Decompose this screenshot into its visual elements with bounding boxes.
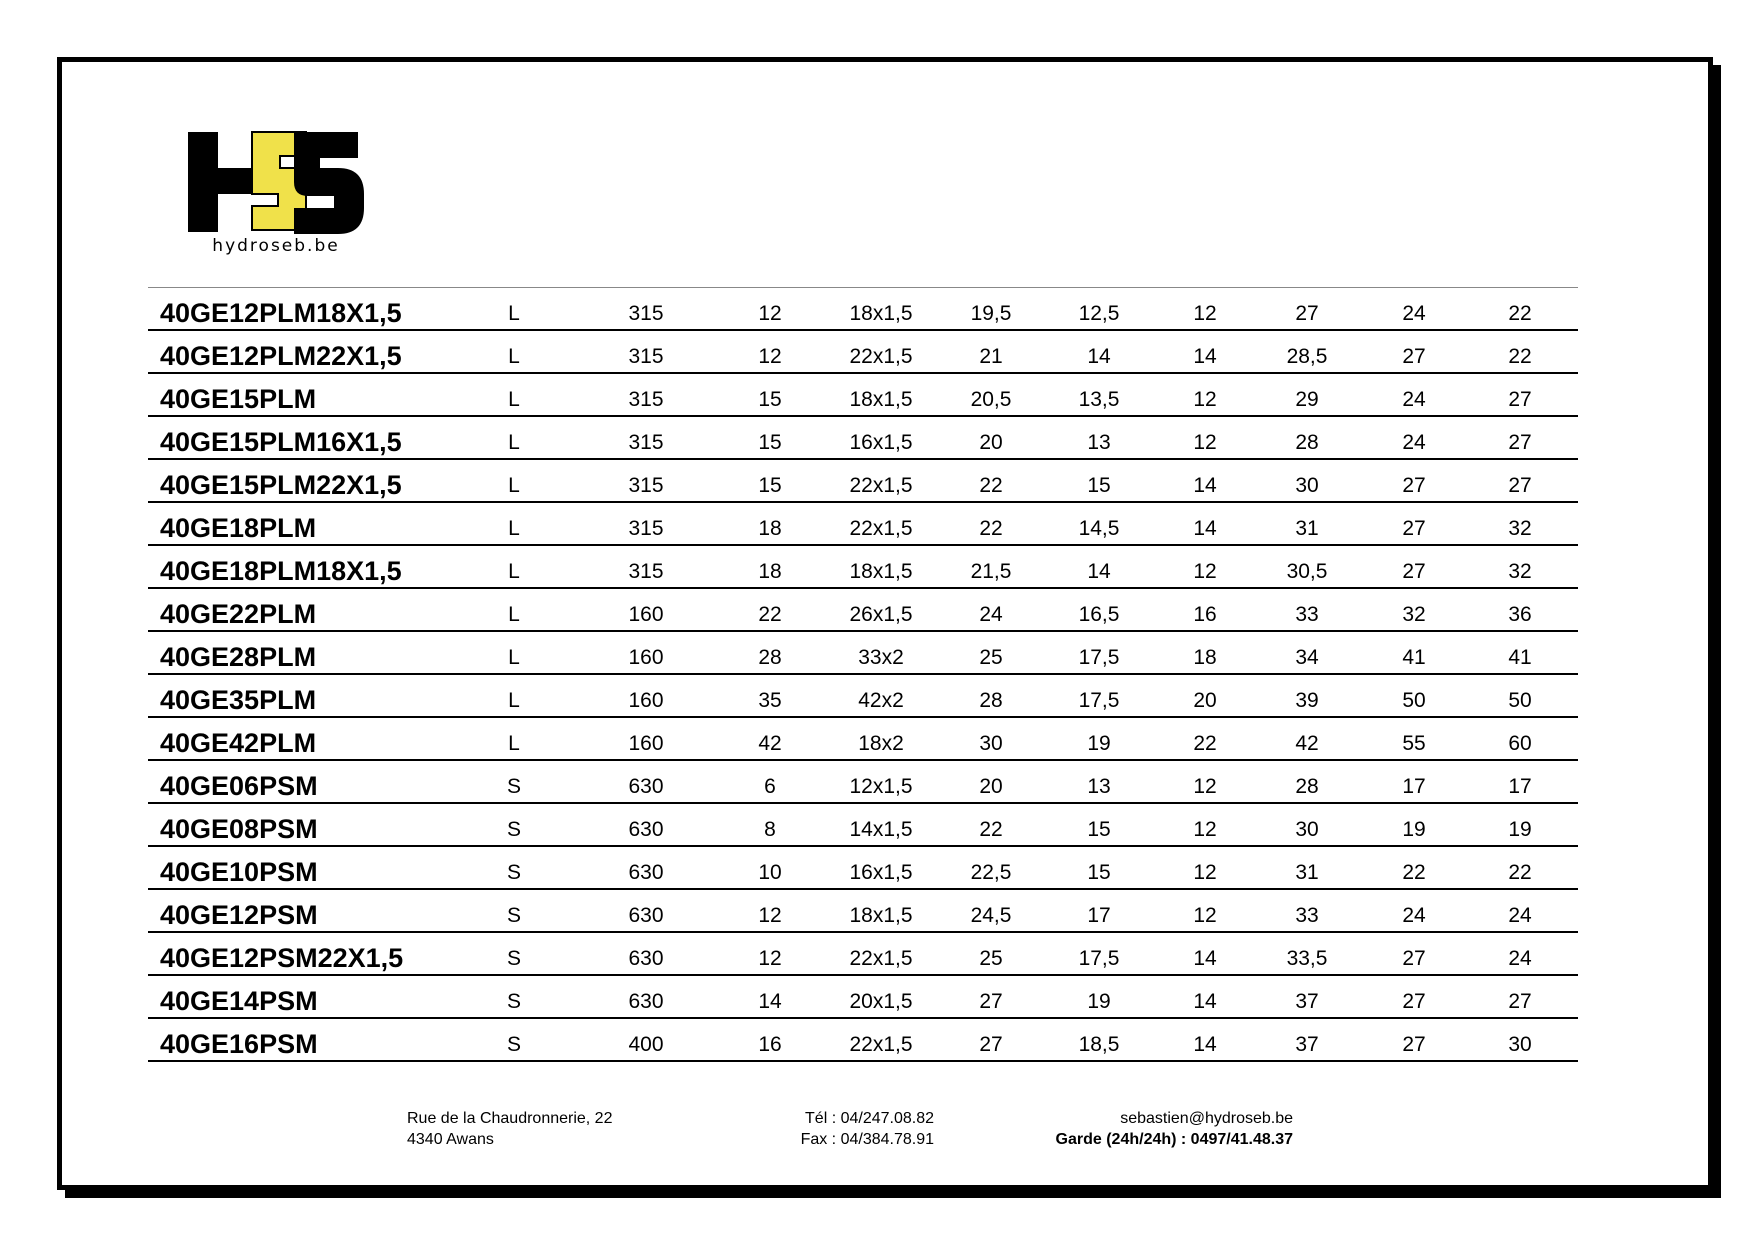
- cell-v4: 20: [979, 431, 1003, 454]
- cell-v1: 160: [628, 646, 664, 669]
- cell-v5: 15: [1087, 861, 1111, 884]
- cell-v5: 13,5: [1078, 388, 1120, 411]
- cell-v5: 14,5: [1078, 517, 1120, 540]
- cell-v7: 28: [1295, 431, 1319, 454]
- table-row: [148, 634, 1578, 675]
- cell-v1: 630: [628, 818, 664, 841]
- cell-v6: 20: [1193, 689, 1217, 712]
- cell-v5: 15: [1087, 474, 1111, 497]
- cell-series: S: [506, 1033, 522, 1056]
- footer-address: [407, 1108, 612, 1150]
- cell-v8: 32: [1402, 603, 1426, 626]
- cell-v6: 12: [1193, 818, 1217, 841]
- table-row: [148, 978, 1578, 1019]
- cell-v8: 27: [1402, 1033, 1426, 1056]
- cell-v7: 30: [1295, 474, 1319, 497]
- phone-number: Tél : 04/247.08.82: [805, 1110, 934, 1127]
- cell-v5: 16,5: [1078, 603, 1120, 626]
- cell-v5: 15: [1087, 818, 1111, 841]
- table-row: [148, 290, 1578, 331]
- product-table: [148, 290, 1578, 1064]
- cell-v1: 160: [628, 603, 664, 626]
- cell-v4: 20: [979, 775, 1003, 798]
- cell-v9: 32: [1508, 560, 1532, 583]
- cell-series: S: [506, 775, 522, 798]
- cell-v2: 18: [758, 560, 782, 583]
- cell-v6: 12: [1193, 775, 1217, 798]
- product-code: 40GE15PLM22X1,5: [160, 470, 402, 500]
- cell-v6: 14: [1193, 517, 1217, 540]
- cell-series: L: [508, 517, 520, 540]
- cell-series: L: [508, 431, 520, 454]
- cell-v8: 27: [1402, 474, 1426, 497]
- cell-v2: 12: [758, 904, 782, 927]
- cell-v7: 31: [1295, 861, 1319, 884]
- table-row: [148, 935, 1578, 976]
- cell-v7: 30,5: [1286, 560, 1328, 583]
- cell-v5: 14: [1087, 560, 1111, 583]
- cell-v8: 17: [1402, 775, 1426, 798]
- cell-v9: 27: [1508, 431, 1532, 454]
- cell-v2: 12: [758, 302, 782, 325]
- cell-v2: 15: [758, 474, 782, 497]
- cell-v9: 27: [1508, 990, 1532, 1013]
- product-code: 40GE15PLM16X1,5: [160, 427, 402, 457]
- cell-v6: 12: [1193, 388, 1217, 411]
- table-row: [148, 806, 1578, 847]
- cell-series: L: [508, 345, 520, 368]
- cell-v9: 24: [1508, 947, 1532, 970]
- cell-v5: 13: [1087, 431, 1111, 454]
- cell-v3: 12x1,5: [849, 775, 913, 798]
- table-row: [148, 548, 1578, 589]
- cell-v5: 19: [1087, 732, 1111, 755]
- cell-v4: 28: [979, 689, 1003, 712]
- cell-v3: 26x1,5: [849, 603, 913, 626]
- cell-v2: 12: [758, 947, 782, 970]
- cell-v3: 33x2: [858, 646, 904, 669]
- cell-v8: 24: [1402, 302, 1426, 325]
- cell-series: L: [508, 689, 520, 712]
- cell-v5: 13: [1087, 775, 1111, 798]
- table-row: [148, 419, 1578, 460]
- product-code: 40GE18PLM18X1,5: [160, 556, 402, 586]
- cell-v6: 12: [1193, 861, 1217, 884]
- cell-series: S: [506, 904, 522, 927]
- cell-v2: 14: [758, 990, 782, 1013]
- cell-v5: 17,5: [1078, 947, 1120, 970]
- cell-v5: 14: [1087, 345, 1111, 368]
- cell-v7: 34: [1295, 646, 1319, 669]
- cell-v7: 33,5: [1286, 947, 1328, 970]
- table-row: [148, 892, 1578, 933]
- cell-v1: 315: [628, 431, 664, 454]
- table-row: [148, 720, 1578, 761]
- cell-v3: 18x1,5: [849, 560, 913, 583]
- cell-v1: 630: [628, 990, 664, 1013]
- table-row: [148, 462, 1578, 503]
- cell-v3: 18x1,5: [849, 904, 913, 927]
- cell-v1: 160: [628, 732, 664, 755]
- cell-v8: 19: [1402, 818, 1426, 841]
- product-code: 40GE28PLM: [160, 642, 317, 672]
- cell-v3: 18x1,5: [849, 302, 913, 325]
- top-rule: [148, 287, 1578, 288]
- cell-v4: 27: [979, 990, 1003, 1013]
- cell-v4: 21,5: [970, 560, 1012, 583]
- cell-v6: 22: [1193, 732, 1217, 755]
- table-row: [148, 763, 1578, 804]
- product-code: 40GE12PSM22X1,5: [160, 943, 404, 973]
- fax-number: Fax : 04/384.78.91: [800, 1131, 934, 1148]
- cell-v8: 24: [1402, 431, 1426, 454]
- cell-v9: 60: [1508, 732, 1532, 755]
- cell-v9: 32: [1508, 517, 1532, 540]
- cell-v2: 35: [758, 689, 782, 712]
- cell-v6: 16: [1193, 603, 1217, 626]
- cell-v5: 17,5: [1078, 646, 1120, 669]
- cell-v3: 42x2: [858, 689, 904, 712]
- cell-v3: 22x1,5: [849, 947, 913, 970]
- cell-v9: 36: [1508, 603, 1532, 626]
- cell-series: L: [508, 560, 520, 583]
- address-line-2: 4340 Awans: [407, 1131, 494, 1148]
- cell-v3: 16x1,5: [849, 861, 913, 884]
- cell-v8: 55: [1402, 732, 1426, 755]
- product-code: 40GE42PLM: [160, 728, 317, 758]
- cell-v8: 22: [1402, 861, 1426, 884]
- hs-logo-mark-icon: [188, 130, 364, 236]
- cell-v4: 25: [979, 646, 1003, 669]
- cell-v8: 41: [1402, 646, 1426, 669]
- cell-v4: 27: [979, 1033, 1003, 1056]
- cell-v1: 315: [628, 517, 664, 540]
- footer-phone: [780, 1108, 934, 1150]
- cell-v3: 20x1,5: [849, 990, 913, 1013]
- table-row: [148, 376, 1578, 417]
- cell-v9: 17: [1508, 775, 1532, 798]
- cell-v9: 22: [1508, 345, 1532, 368]
- cell-v4: 24: [979, 603, 1003, 626]
- cell-v4: 22: [979, 474, 1003, 497]
- product-code: 40GE18PLM: [160, 513, 317, 543]
- cell-v1: 630: [628, 904, 664, 927]
- cell-v5: 17,5: [1078, 689, 1120, 712]
- cell-v4: 30: [979, 732, 1003, 755]
- cell-v1: 630: [628, 775, 664, 798]
- cell-v8: 27: [1402, 947, 1426, 970]
- cell-series: S: [506, 947, 522, 970]
- cell-v9: 41: [1508, 646, 1532, 669]
- cell-series: L: [508, 732, 520, 755]
- cell-v6: 14: [1193, 345, 1217, 368]
- cell-v9: 27: [1508, 474, 1532, 497]
- cell-v8: 24: [1402, 388, 1426, 411]
- cell-v7: 27: [1295, 302, 1319, 325]
- cell-v1: 315: [628, 560, 664, 583]
- cell-series: L: [508, 646, 520, 669]
- cell-v1: 315: [628, 302, 664, 325]
- email-address: sebastien@hydroseb.be: [1120, 1110, 1293, 1127]
- cell-v4: 24,5: [970, 904, 1012, 927]
- cell-v6: 12: [1193, 560, 1217, 583]
- product-code: 40GE12PSM: [160, 900, 318, 930]
- footer-contact: [995, 1108, 1293, 1150]
- cell-v9: 24: [1508, 904, 1532, 927]
- cell-v4: 22: [979, 517, 1003, 540]
- cell-v6: 12: [1193, 431, 1217, 454]
- cell-v6: 12: [1193, 904, 1217, 927]
- cell-v6: 14: [1193, 990, 1217, 1013]
- cell-v9: 22: [1508, 302, 1532, 325]
- emergency-number: Garde (24h/24h) : 0497/41.48.37: [1055, 1131, 1293, 1148]
- cell-v8: 27: [1402, 990, 1426, 1013]
- cell-v2: 28: [758, 646, 782, 669]
- product-code: 40GE08PSM: [160, 814, 318, 844]
- product-code: 40GE12PLM18X1,5: [160, 298, 402, 328]
- cell-v7: 28,5: [1286, 345, 1328, 368]
- cell-series: S: [506, 818, 522, 841]
- cell-v3: 18x2: [858, 732, 904, 755]
- cell-v1: 400: [628, 1033, 664, 1056]
- cell-v4: 22: [979, 818, 1003, 841]
- cell-v3: 14x1,5: [849, 818, 913, 841]
- cell-v6: 14: [1193, 1033, 1217, 1056]
- product-code: 40GE35PLM: [160, 685, 317, 715]
- cell-v2: 6: [764, 775, 776, 798]
- cell-v8: 50: [1402, 689, 1426, 712]
- cell-v7: 37: [1295, 1033, 1319, 1056]
- cell-series: L: [508, 603, 520, 626]
- cell-v4: 20,5: [970, 388, 1012, 411]
- hydroseb-logo: [188, 130, 364, 258]
- table-row: [148, 849, 1578, 890]
- product-code: 40GE22PLM: [160, 599, 317, 629]
- cell-v7: 39: [1295, 689, 1319, 712]
- cell-v3: 18x1,5: [849, 388, 913, 411]
- cell-v9: 22: [1508, 861, 1532, 884]
- cell-v7: 28: [1295, 775, 1319, 798]
- cell-v1: 315: [628, 474, 664, 497]
- cell-v2: 12: [758, 345, 782, 368]
- cell-v5: 18,5: [1078, 1033, 1120, 1056]
- product-code: 40GE10PSM: [160, 857, 318, 887]
- cell-v7: 42: [1295, 732, 1319, 755]
- table-row: [148, 333, 1578, 374]
- product-code: 40GE15PLM: [160, 384, 317, 414]
- cell-v2: 22: [758, 603, 782, 626]
- cell-v9: 30: [1508, 1033, 1532, 1056]
- cell-v4: 25: [979, 947, 1003, 970]
- cell-v6: 14: [1193, 947, 1217, 970]
- logo-text: hydroseb.be: [212, 236, 340, 256]
- cell-v7: 33: [1295, 904, 1319, 927]
- table-row: [148, 591, 1578, 632]
- product-code: 40GE06PSM: [160, 771, 318, 801]
- cell-v8: 27: [1402, 560, 1426, 583]
- cell-series: S: [506, 861, 522, 884]
- cell-v1: 315: [628, 345, 664, 368]
- cell-v5: 12,5: [1078, 302, 1120, 325]
- cell-v3: 16x1,5: [849, 431, 913, 454]
- cell-v4: 22,5: [970, 861, 1012, 884]
- cell-v3: 22x1,5: [849, 517, 913, 540]
- cell-v1: 630: [628, 861, 664, 884]
- product-code: 40GE14PSM: [160, 986, 318, 1016]
- cell-series: L: [508, 474, 520, 497]
- cell-v2: 10: [758, 861, 782, 884]
- table-row: [148, 1021, 1578, 1062]
- cell-v3: 22x1,5: [849, 1033, 913, 1056]
- cell-v8: 27: [1402, 345, 1426, 368]
- address-line-1: Rue de la Chaudronnerie, 22: [407, 1110, 613, 1127]
- cell-v4: 19,5: [970, 302, 1012, 325]
- cell-v7: 31: [1295, 517, 1319, 540]
- cell-v1: 630: [628, 947, 664, 970]
- cell-v7: 29: [1295, 388, 1319, 411]
- cell-v2: 18: [758, 517, 782, 540]
- table-row: [148, 677, 1578, 718]
- cell-v3: 22x1,5: [849, 345, 913, 368]
- cell-v1: 160: [628, 689, 664, 712]
- cell-v2: 15: [758, 431, 782, 454]
- cell-v2: 8: [764, 818, 776, 841]
- cell-v9: 50: [1508, 689, 1532, 712]
- cell-series: S: [506, 990, 522, 1013]
- cell-v6: 18: [1193, 646, 1217, 669]
- cell-v1: 315: [628, 388, 664, 411]
- cell-v6: 14: [1193, 474, 1217, 497]
- cell-v8: 27: [1402, 517, 1426, 540]
- cell-v7: 37: [1295, 990, 1319, 1013]
- cell-v5: 19: [1087, 990, 1111, 1013]
- cell-v2: 16: [758, 1033, 782, 1056]
- cell-v5: 17: [1087, 904, 1111, 927]
- cell-series: L: [508, 388, 520, 411]
- table-row: [148, 505, 1578, 546]
- product-code: 40GE12PLM22X1,5: [160, 341, 402, 371]
- cell-series: L: [508, 302, 520, 325]
- product-code: 40GE16PSM: [160, 1029, 318, 1059]
- cell-v4: 21: [979, 345, 1003, 368]
- cell-v7: 33: [1295, 603, 1319, 626]
- cell-v7: 30: [1295, 818, 1319, 841]
- cell-v3: 22x1,5: [849, 474, 913, 497]
- cell-v2: 15: [758, 388, 782, 411]
- cell-v2: 42: [758, 732, 782, 755]
- cell-v9: 27: [1508, 388, 1532, 411]
- cell-v6: 12: [1193, 302, 1217, 325]
- cell-v9: 19: [1508, 818, 1532, 841]
- cell-v8: 24: [1402, 904, 1426, 927]
